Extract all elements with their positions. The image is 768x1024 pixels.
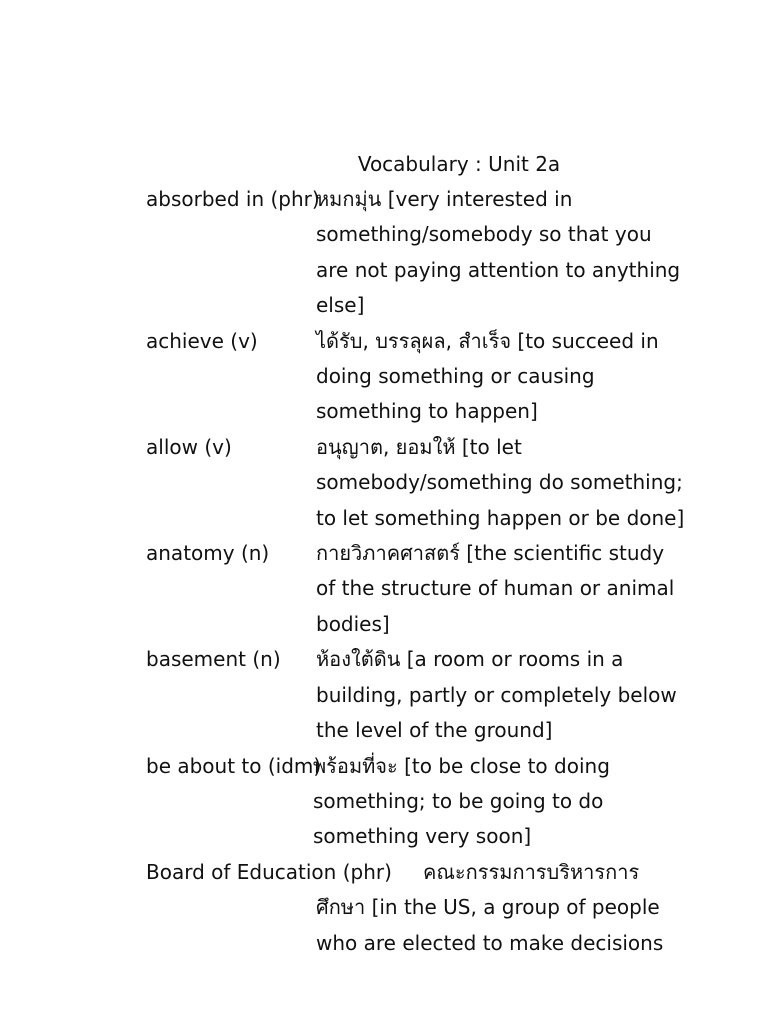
- entry-term: basement (n): [146, 647, 281, 672]
- entry-definition: หมกมุ่น [very interested in something/somebody so that you are not paying attention to anything else]: [316, 187, 681, 318]
- entry-definition: ได้รับ, บรรลุผล, สำเร็จ [to succeed in doing something or causing something to happen]: [316, 328, 659, 424]
- entry-definition: ศึกษา [in the US, a group of people who are elected to make decisions: [316, 895, 664, 955]
- entry-term-translation: คณะกรรมการบริหารการ: [423, 859, 640, 884]
- vocabulary-entry-board-of-education: [146, 855, 686, 961]
- vocabulary-entry-allow: [146, 430, 686, 536]
- entry-term: achieve (v): [146, 328, 258, 353]
- entry-definition: อนุญาต, ยอมให้ [to let somebody/something do something; to let something happen or be done]: [316, 434, 685, 530]
- entry-term: allow (v): [146, 434, 232, 459]
- vocabulary-entry-basement: [146, 642, 686, 748]
- entry-term: Board of Education (phr): [146, 859, 392, 884]
- entry-term-line: [146, 855, 686, 890]
- entry-term: anatomy (n): [146, 541, 270, 566]
- vocabulary-list: [146, 182, 686, 961]
- entry-term: absorbed in (phr): [146, 187, 320, 211]
- entry-definition: กายวิภาคศาสตร์ [the scientific study of the structure of human or animal bodies]: [316, 541, 675, 636]
- vocabulary-entry-achieve: [146, 324, 686, 430]
- entry-definition: พร้อมที่จะ [to be close to doing something; to be going to do something very soon]: [313, 753, 610, 849]
- entry-definition: ห้องใต้ดิน [a room or rooms in a building, partly or completely below the level of the ground]: [316, 647, 677, 743]
- entry-term: be about to (idm): [146, 753, 322, 778]
- vocabulary-entry-be-about-to: [146, 749, 686, 855]
- vocabulary-entry-anatomy: [146, 536, 686, 642]
- vocabulary-entry-absorbed-in: [146, 182, 686, 324]
- page-title: Vocabulary : Unit 2a: [357, 152, 561, 176]
